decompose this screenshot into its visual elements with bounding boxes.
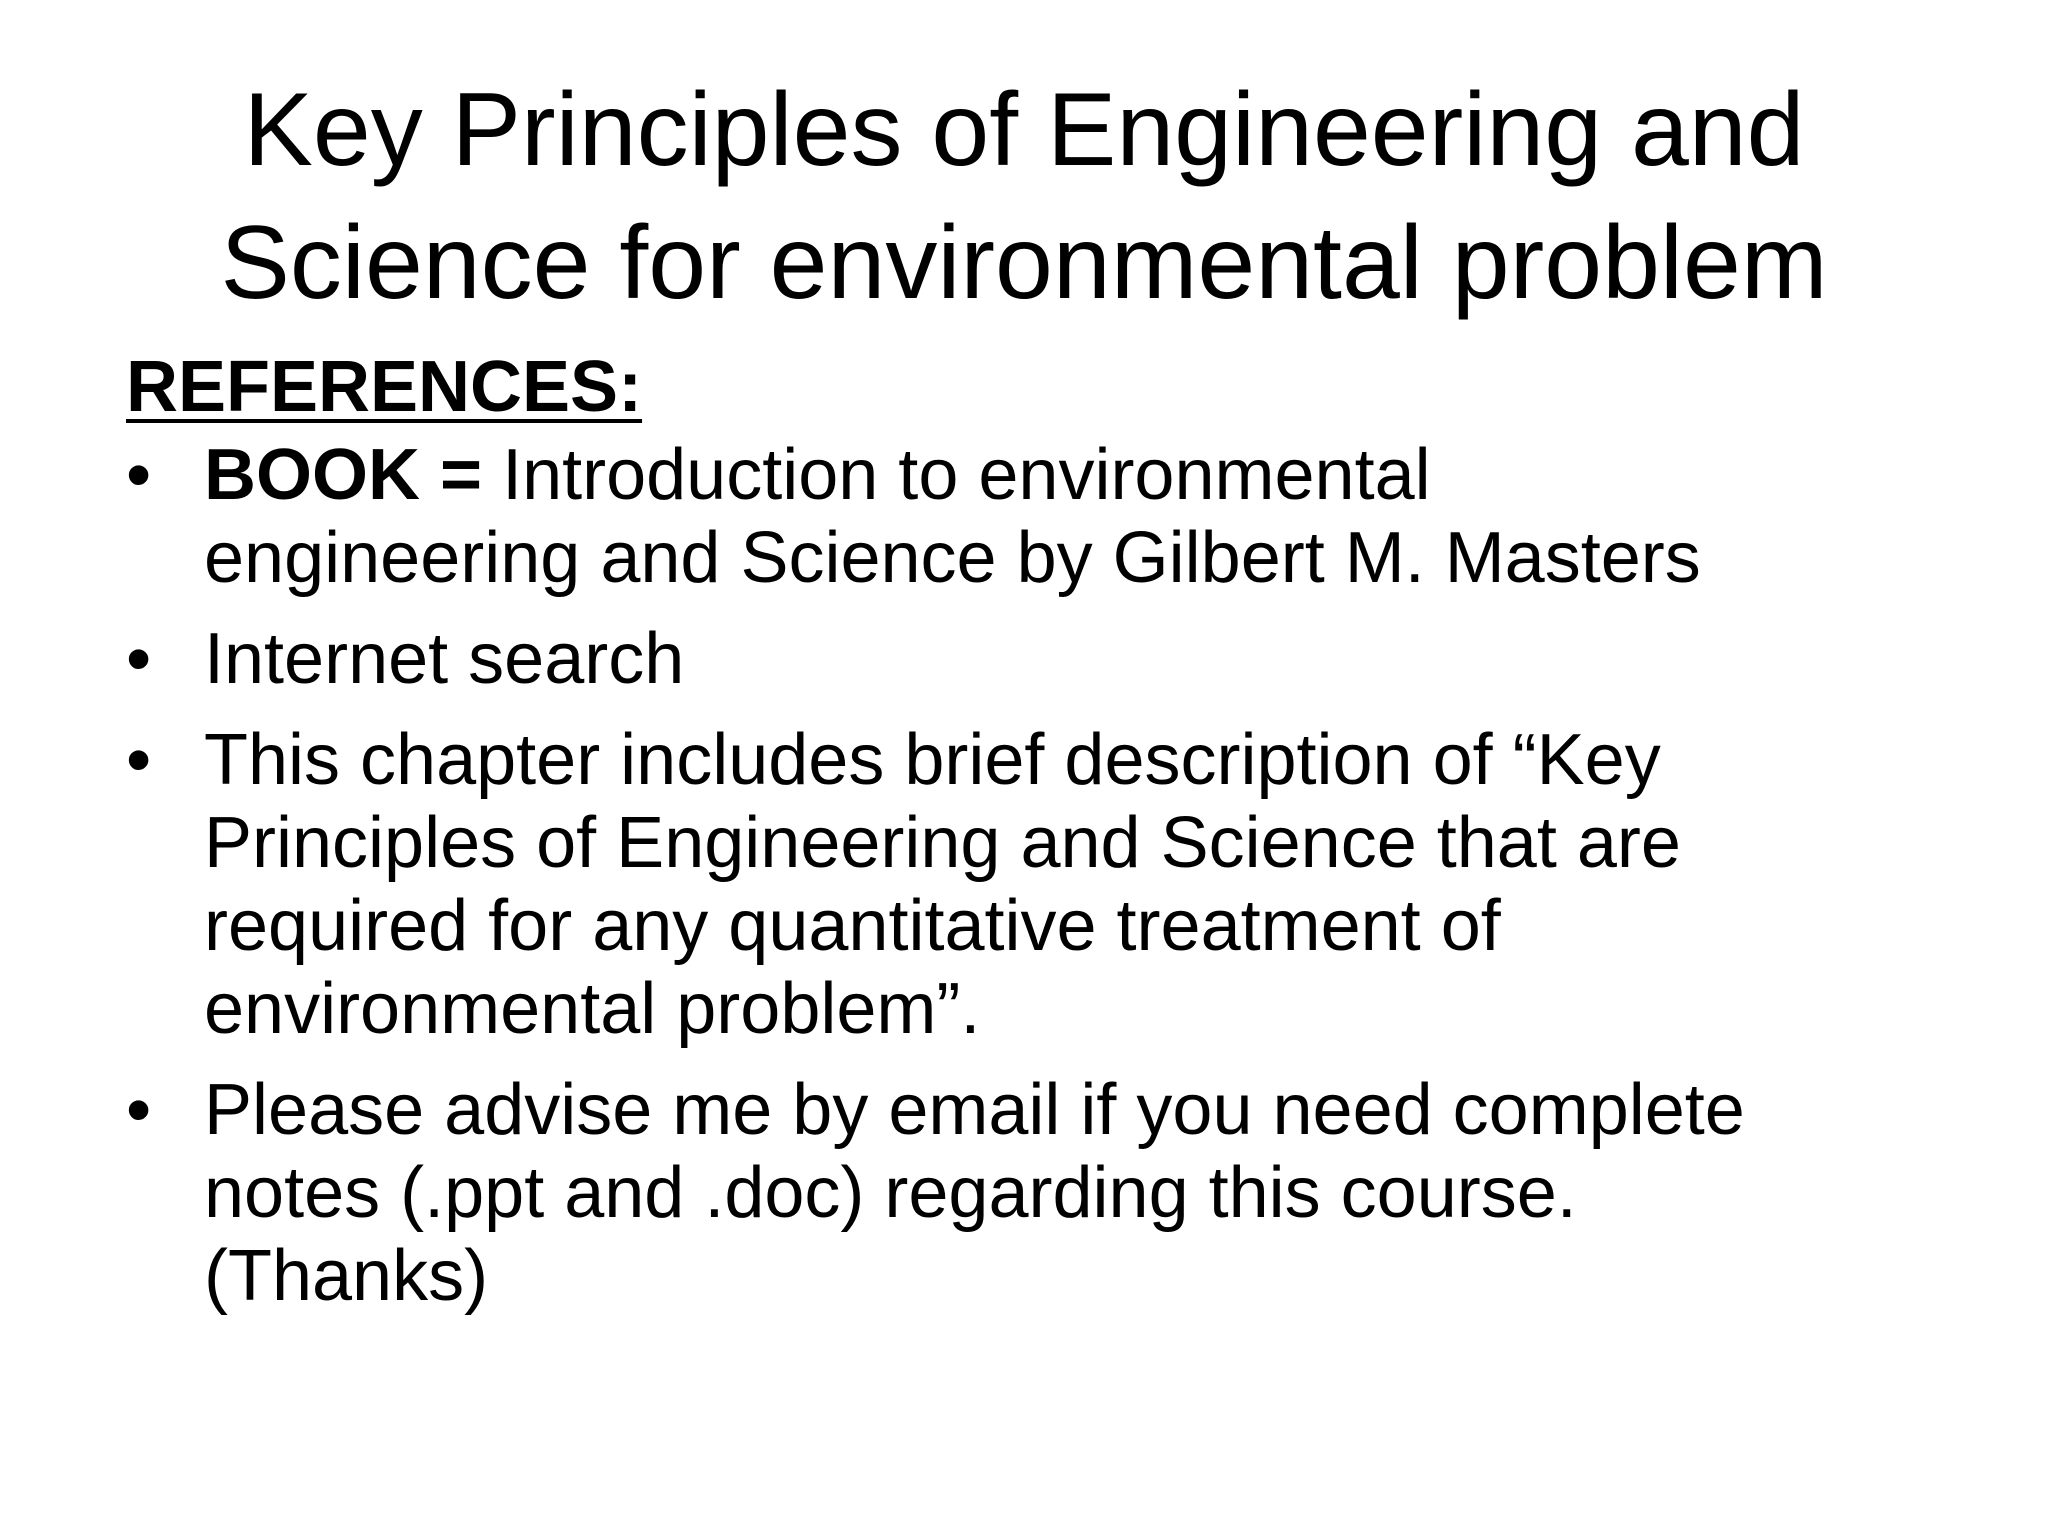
bullet-icon: •	[126, 435, 152, 515]
list-item-line	[204, 434, 1976, 517]
list-item-line: Internet search	[204, 619, 685, 699]
slide-content	[126, 344, 1976, 1336]
slide-title	[140, 64, 1908, 330]
list-item-line: notes (.ppt and .doc) regarding this course.	[204, 1153, 1577, 1233]
bullet-icon: •	[126, 1070, 152, 1150]
list-item-line: required for any quantitative treatment of	[204, 886, 1501, 966]
slide-title-line-2: Science for environmental problem	[220, 205, 1828, 321]
list-item-line: Principles of Engineering and Science that are	[204, 803, 1681, 883]
slide-title-line-1: Key Principles of Engineering and	[243, 72, 1805, 188]
book-title-part: Introduction to environmental	[502, 435, 1431, 515]
list-item-internet	[126, 618, 1976, 701]
references-heading: REFERENCES:	[126, 347, 643, 427]
list-item-advise	[126, 1069, 1976, 1318]
list-item-chapter	[126, 719, 1976, 1051]
list-item-line: This chapter includes brief description of “Key	[204, 720, 1661, 800]
bullet-icon: •	[126, 720, 152, 800]
list-item-line: (Thanks)	[204, 1236, 489, 1316]
list-item-line: environmental problem”.	[204, 969, 981, 1049]
list-item-book	[126, 434, 1976, 600]
book-label: BOOK =	[204, 435, 503, 515]
list-item-line: engineering and Science by Gilbert M. Masters	[204, 518, 1701, 598]
list-item-line: Please advise me by email if you need complete	[204, 1070, 1745, 1150]
bullet-icon: •	[126, 619, 152, 699]
references-list	[126, 434, 1976, 1318]
